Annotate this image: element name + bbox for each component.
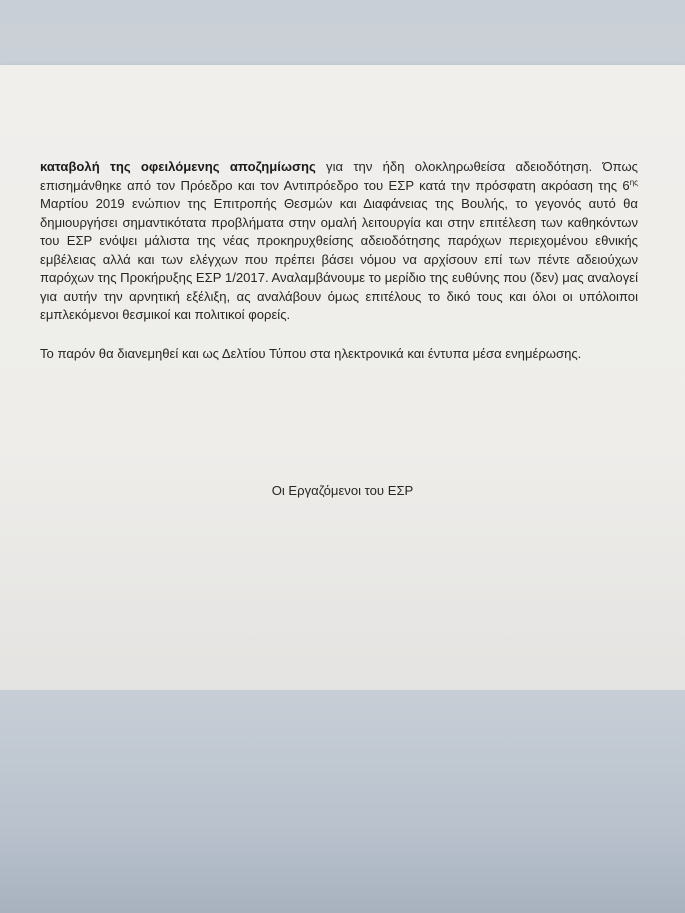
paragraph-1-text-b: Μαρτίου 2019 ενώπιον της Επιτροπής Θεσμών και Διαφάνειας της Βουλής, το γεγονός αυτό θα δημιουργήσει σημαντικότατα προβλήματα στην ομαλή λειτουργία και στην επιτέλεση των καθηκόντων του ΕΣΡ ενόψει μάλιστα της νέας προκηρυχθείσης αδειοδότησης παρόχων περιεχομένου εθνικής εμβέλειας αλλά και των ελέγχων που πρέπει βάσει νόμου να αρχίσουν επί των πέντε αδειούχων παρόχων της Προκήρυξης ΕΣΡ 1/2017. Αναλαμβάνουμε το μερίδιο της ευθύνης που (δεν) μας αναλογεί για αυτήν την αρνητική εξέλιξη, ας αναλάβουν όμως επιτέλους το δικό τους και όλοι οι υπόλοιποι εμπλεκόμενοι θεσμικοί και πολιτικοί φορείς. bbox=[40, 196, 638, 322]
paper-underlay bbox=[0, 690, 685, 913]
paragraph-2: Το παρόν θα διανεμηθεί και ως Δελτίου Τύπου στα ηλεκτρονικά και έντυπα μέσα ενημέρωσης. bbox=[40, 345, 582, 361]
ordinal-superscript: ης bbox=[629, 177, 638, 187]
signature-line: Οι Εργαζόμενοι του ΕΣΡ bbox=[271, 483, 414, 498]
letter-body bbox=[40, 158, 638, 363]
paragraph-1 bbox=[40, 158, 638, 325]
bold-lead: καταβολή της οφειλόμενης αποζημίωσης bbox=[40, 159, 316, 174]
paragraph-1-text-a: για την ήδη ολοκληρωθείσα αδειοδότηση. Όπως επισημάνθηκε από τον Πρόεδρο και τον Αντιπρόεδρο του ΕΣΡ κατά την πρόσφατη ακρόαση της 6 bbox=[40, 159, 638, 193]
